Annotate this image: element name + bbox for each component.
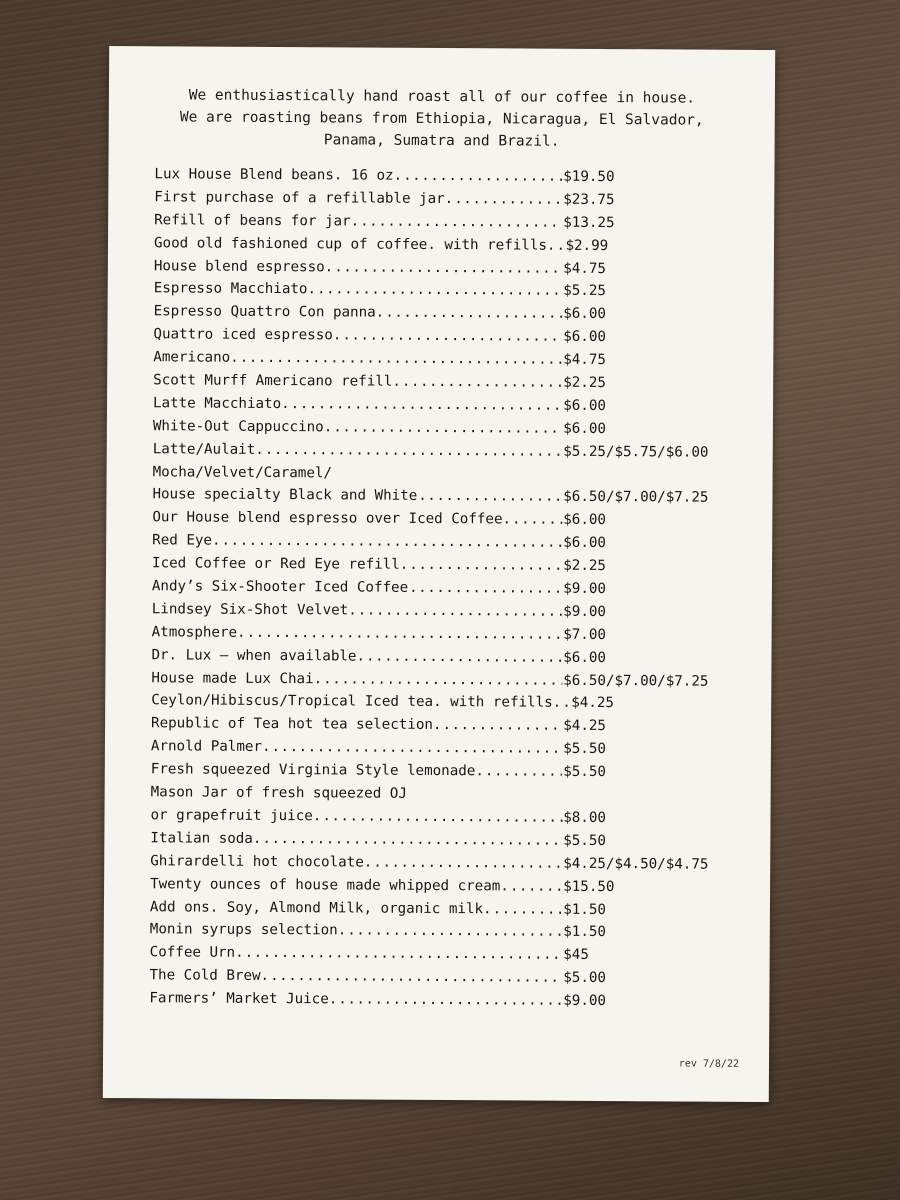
dot-leader <box>512 512 562 528</box>
dot-leader <box>240 350 563 368</box>
dot-leader <box>493 901 563 917</box>
menu-item-price: $23.75 <box>563 191 615 208</box>
menu-item-name: Twenty ounces of house made whipped cream. <box>150 875 509 895</box>
dot-leader <box>418 488 562 505</box>
menu-item-name: White-Out Cappuccino. <box>152 418 333 436</box>
dot-leader <box>360 213 562 230</box>
menu-item-name: House specialty Black and White <box>152 486 418 505</box>
menu-item-name: Quattro iced espresso. <box>153 326 342 344</box>
menu-item-price: $5.25 <box>563 283 607 300</box>
dot-leader <box>271 739 562 757</box>
menu-item-name: House blend espresso. <box>153 257 334 275</box>
menu-item-name: Good old fashioned cup of coffee. with refills. <box>153 234 556 254</box>
menu-item-price: $2.99 <box>565 237 609 254</box>
menu-item-name: Arnold Palmer. <box>150 738 271 756</box>
dot-leader <box>323 671 562 688</box>
menu-item-price: $9.00 <box>563 992 607 1010</box>
menu-item-price: $6.00 <box>563 649 607 666</box>
menu-item-name: Atmosphere. <box>151 624 246 641</box>
dot-leader <box>402 374 562 391</box>
menu-item-name: Espresso Macchiato. <box>153 280 317 298</box>
menu-item-name: Ghirardelli hot chocolate. <box>150 852 373 871</box>
menu-item-name: Americano. <box>153 349 239 366</box>
dot-leader <box>373 854 562 871</box>
intro-line: Panama, Sumatra and Brazil. <box>323 132 560 150</box>
menu-item-price: $6.00 <box>563 328 607 346</box>
menu-item-price: $2.25 <box>563 374 607 392</box>
menu-item-name: First purchase of a refillable jar. <box>154 189 454 207</box>
menu-item-price: $45 <box>563 947 589 964</box>
dot-leader <box>221 533 562 551</box>
dot-leader <box>247 625 563 643</box>
menu-item-price: $15.50 <box>563 878 615 895</box>
intro-line: We enthusiastically hand roast all of our coffee in house. <box>188 87 696 107</box>
menu-item-price: $8.00 <box>563 809 607 826</box>
dot-leader <box>562 695 570 711</box>
menu-item-price: $5.50 <box>563 832 607 849</box>
dot-leader <box>403 168 562 185</box>
menu-item-price: $5.50 <box>563 741 607 758</box>
dot-leader <box>334 259 562 276</box>
menu-item-price: $5.50 <box>563 763 607 781</box>
menu-item-price: $1.50 <box>563 901 607 918</box>
menu-item-name: Our House blend espresso over Iced Coffee. <box>152 509 512 528</box>
menu-item-name: Refill of beans for jar. <box>154 212 360 230</box>
dot-leader <box>409 557 562 574</box>
dot-leader <box>333 419 562 436</box>
menu-item-name: Coffee Urn. <box>149 944 244 962</box>
menu-item-name: Republic of Tea hot tea selection. <box>151 715 442 734</box>
dot-leader <box>366 648 562 665</box>
menu-item-price: $7.00 <box>563 626 607 643</box>
menu-item-price: $13.25 <box>563 214 615 231</box>
menu-item-name: Add ons. Soy, Almond Milk, organic milk. <box>149 898 492 917</box>
dot-leader <box>245 945 563 963</box>
dot-leader <box>385 305 562 322</box>
menu-item <box>149 990 749 1017</box>
menu-item-price: $4.75 <box>563 351 607 369</box>
menu-item-name: Mocha/Velvet/Caramel/ <box>152 463 333 481</box>
dot-leader <box>342 328 562 345</box>
menu-item-price: $6.00 <box>563 512 607 529</box>
dot-leader <box>338 991 562 1008</box>
dot-leader <box>556 237 564 253</box>
menu-item-name: Espresso Quattro Con panna. <box>153 303 385 322</box>
menu-item-price: $9.00 <box>563 580 607 598</box>
price-list <box>149 166 754 1017</box>
menu-item-name: Scott Murff Americano refill. <box>153 372 401 390</box>
menu-item-price: $5.25/$5.75/$6.00 <box>563 443 709 461</box>
dot-leader <box>291 396 563 414</box>
menu-item-price: $6.50/$7.00/$7.25 <box>563 672 709 690</box>
dot-leader <box>409 580 562 597</box>
menu-item-name: Latte Macchiato. <box>152 395 290 412</box>
menu-item-price: $6.00 <box>563 420 607 437</box>
menu-item-price: $6.50/$7.00/$7.25 <box>563 489 709 507</box>
menu-item-name: Monin syrups selection. <box>149 921 347 939</box>
menu-item-name: Iced Coffee or Red Eye refill. <box>152 555 409 573</box>
menu-item-name: Lindsey Six-Shot Velvet. <box>151 601 357 619</box>
menu-item-price: $9.00 <box>563 603 607 620</box>
menu-item-name: or grapefruit juice. <box>150 807 322 825</box>
dot-leader <box>270 968 562 986</box>
dot-leader <box>322 808 562 825</box>
menu-card <box>103 46 775 1102</box>
menu-item-price: $19.50 <box>563 168 615 186</box>
menu-item-name: Italian soda. <box>150 830 262 847</box>
revision-date: rev 7/8/22 <box>678 1058 740 1070</box>
menu-item-price: $6.00 <box>563 306 607 323</box>
dot-leader <box>485 763 562 779</box>
menu-item-name: Mason Jar of fresh squeezed OJ <box>150 784 407 802</box>
menu-item-price: $2.25 <box>563 557 607 575</box>
menu-item-price: $5.00 <box>563 969 607 987</box>
dot-leader <box>347 923 562 940</box>
menu-item-price: $4.25 <box>571 695 614 712</box>
menu-item-name: Lux House Blend beans. 16 oz. <box>154 166 403 184</box>
dot-leader <box>262 831 562 849</box>
menu-item-name: The Cold Brew. <box>149 967 270 985</box>
menu-item-price: $4.25 <box>563 718 607 735</box>
menu-item-price: $6.00 <box>563 535 607 552</box>
menu-item-name: Fresh squeezed Virginia Style lemonade. <box>150 761 484 780</box>
menu-item-name: Ceylon/Hibiscus/Tropical Iced tea. with refills. <box>151 692 562 712</box>
dot-leader <box>442 717 562 734</box>
menu-item-price: $4.25/$4.50/$4.75 <box>563 855 709 873</box>
menu-item-name: House made Lux Chai. <box>151 669 323 687</box>
dot-leader <box>265 442 563 460</box>
menu-item-price: $1.50 <box>563 924 607 941</box>
menu-item-name: Andy’s Six-Shooter Iced Coffee <box>151 578 409 596</box>
menu-item-price: $4.75 <box>563 260 607 277</box>
intro-text <box>109 84 775 154</box>
dot-leader <box>454 191 562 208</box>
menu-item-price: $6.00 <box>563 397 607 414</box>
menu-item-name: Farmers’ Market Juice. <box>149 990 338 1008</box>
dot-leader <box>317 282 562 299</box>
menu-item-name: Latte/Aulait. <box>152 440 264 458</box>
dot-leader <box>358 602 563 619</box>
dot-leader <box>510 878 563 894</box>
menu-item-name: Red Eye. <box>152 532 221 549</box>
menu-item-name: Dr. Lux – when available. <box>151 646 366 665</box>
intro-line: We are roasting beans from Ethiopia, Nicaragua, El Salvador, <box>179 109 704 129</box>
